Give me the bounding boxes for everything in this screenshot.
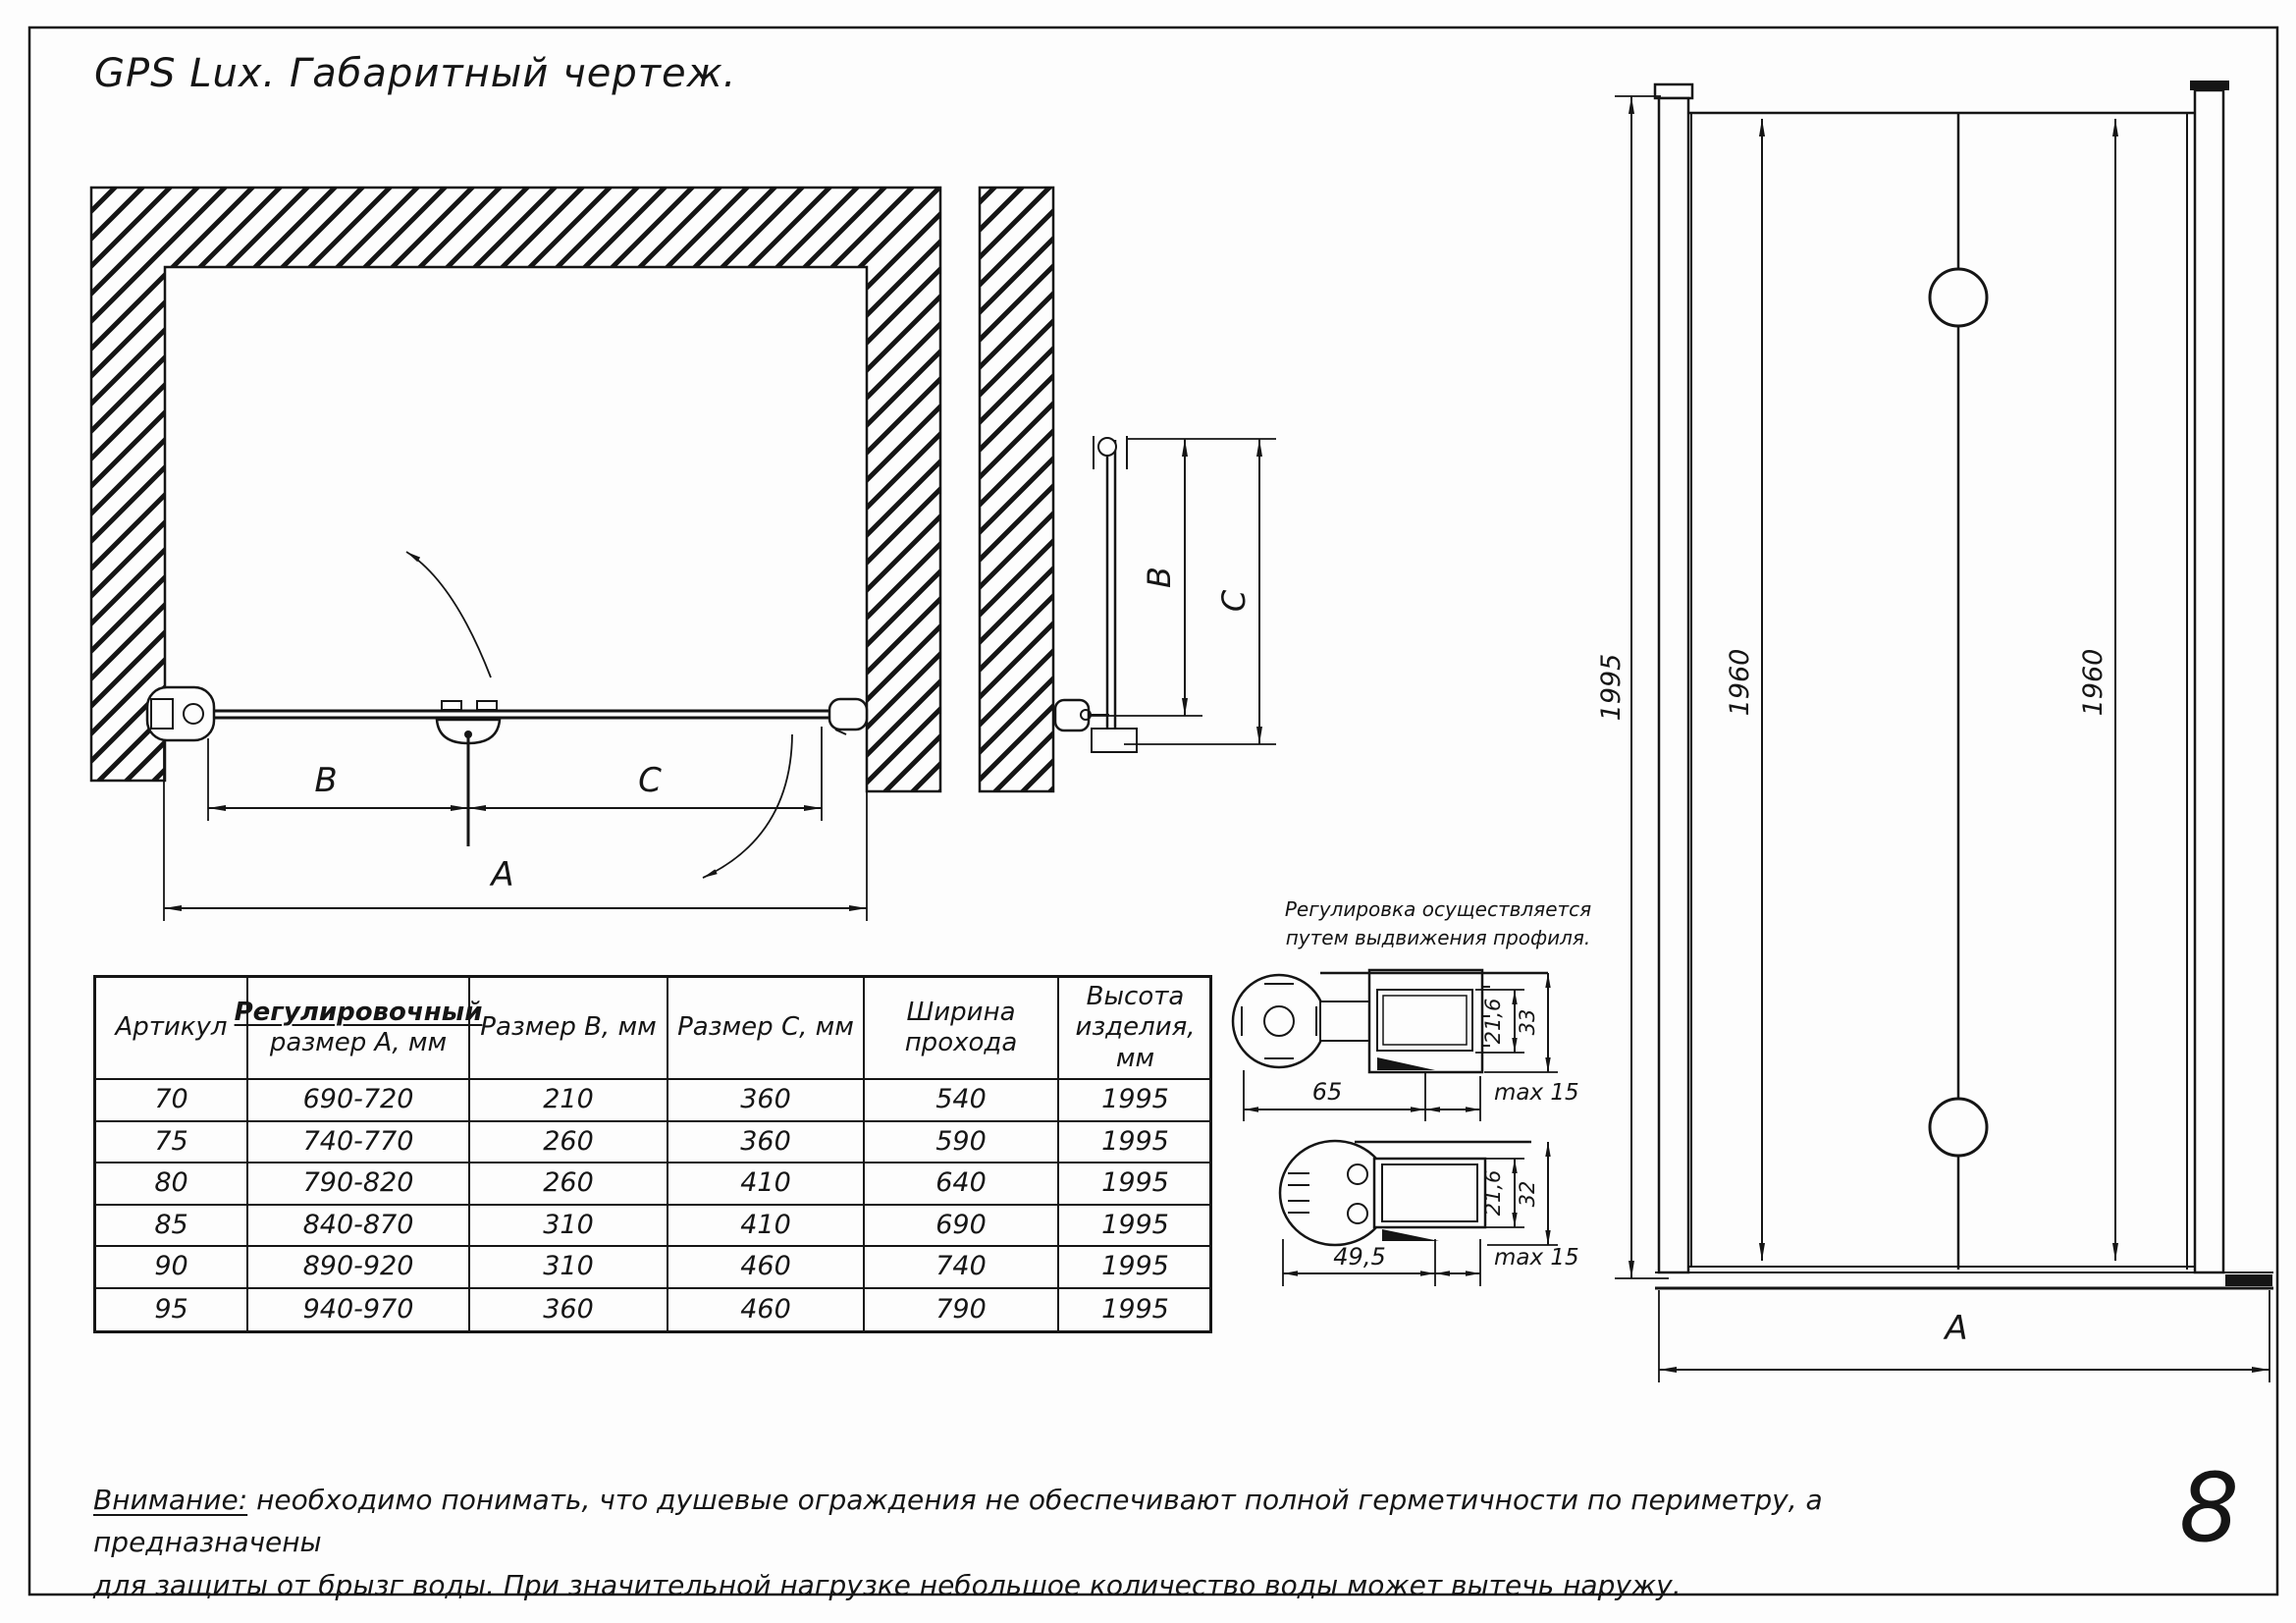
svg-text:21,6: 21,6 [1481, 998, 1505, 1045]
table-cell: 940-970 [248, 1289, 470, 1331]
front-dim-1960-left [1725, 119, 1762, 1261]
plan-fold-hinge [437, 701, 500, 846]
table-cell: 740-770 [248, 1122, 470, 1164]
svg-text:C: C [638, 761, 662, 800]
profile-top-dim-max15 [1425, 1076, 1579, 1121]
plan-right-bracket [829, 699, 867, 734]
wall-hatch-side [980, 188, 1053, 791]
svg-text:65: 65 [1311, 1078, 1343, 1106]
table-cell: 70 [96, 1080, 248, 1122]
plan-dim-B [208, 738, 468, 821]
table-cell: 260 [470, 1122, 668, 1164]
table-cell: 310 [470, 1247, 668, 1289]
svg-text:21,6: 21,6 [1481, 1169, 1505, 1217]
table-cell: 210 [470, 1080, 668, 1122]
table-cell: 360 [470, 1289, 668, 1331]
table-cell: 790 [865, 1289, 1059, 1331]
table-cell: 90 [96, 1247, 248, 1289]
table-cell: 590 [865, 1122, 1059, 1164]
front-dim-1960-right [2078, 119, 2115, 1261]
table-cell: 310 [470, 1206, 668, 1248]
table-cell: 410 [668, 1206, 865, 1248]
warning-text [93, 1479, 2037, 1606]
side-view [1055, 436, 1276, 752]
profile-detail-bottom [1280, 1141, 1579, 1286]
svg-text:1995: 1995 [1596, 653, 1627, 722]
svg-text:B: B [1141, 567, 1178, 588]
table-header-article: Артикул [96, 978, 248, 1080]
table-cell: 790-820 [248, 1163, 470, 1206]
table-cell: 540 [865, 1080, 1059, 1122]
adjustment-note-line2: путем выдвижения профиля. [1285, 926, 1591, 949]
profile-bottom-dim-max15 [1435, 1239, 1579, 1286]
table-cell: 460 [668, 1289, 865, 1331]
svg-text:49,5: 49,5 [1333, 1243, 1386, 1271]
table-cell: 360 [668, 1122, 865, 1164]
table-cell: 1995 [1059, 1080, 1211, 1122]
table-cell: 75 [96, 1122, 248, 1164]
side-dim-C [1124, 439, 1276, 744]
adjustment-note-line1: Регулировка осуществляется [1284, 897, 1592, 921]
table-cell: 690-720 [248, 1080, 470, 1122]
front-glass-panels [1688, 113, 2223, 1270]
plan-glass-door [211, 711, 829, 718]
front-dim-A [1659, 1290, 2269, 1382]
table-cell: 1995 [1059, 1206, 1211, 1248]
swing-arc-upper [406, 552, 491, 677]
plan-view [91, 188, 1053, 921]
table-cell: 95 [96, 1289, 248, 1331]
front-view [1596, 81, 2273, 1382]
svg-text:A: A [491, 855, 514, 894]
side-door-panel [1092, 436, 1137, 752]
table-cell: 740 [865, 1247, 1059, 1289]
warning-prefix: Внимание: [93, 1484, 248, 1516]
warning-line2: для защиты от брызг воды. При значительной нагрузке небольшое количество воды может вытечь наружу. [93, 1568, 1682, 1601]
svg-text:B: B [314, 761, 338, 800]
table-header-size-c: Размер С, мм [668, 978, 865, 1080]
table-cell: 360 [668, 1080, 865, 1122]
table-cell: 690 [865, 1206, 1059, 1248]
table-header-size-b: Размер В, мм [470, 978, 668, 1080]
svg-text:C: C [1215, 589, 1253, 613]
drawing-title: GPS Lux. Габаритный чертеж. [94, 51, 737, 96]
swing-arc-lower [703, 734, 792, 878]
profile-detail-top [1233, 970, 1579, 1121]
table-cell: 80 [96, 1163, 248, 1206]
page-number: 8 [2179, 1453, 2240, 1563]
fold-hinge-knob-top [1930, 269, 1987, 326]
table-cell: 840-870 [248, 1206, 470, 1248]
plan-left-hinge [147, 687, 214, 740]
profile-bottom-dim-495 [1283, 1239, 1435, 1286]
table-cell: 460 [668, 1247, 865, 1289]
side-dim-B [1090, 439, 1276, 716]
table-cell: 85 [96, 1206, 248, 1248]
table-cell: 890-920 [248, 1247, 470, 1289]
table-cell: 410 [668, 1163, 865, 1206]
spec-table [93, 975, 1212, 1333]
table-cell: 1995 [1059, 1163, 1211, 1206]
warning-line1: необходимо понимать, что душевые ограждения не обеспечивают полной герметичности по периметру, а предназначены [93, 1484, 1823, 1559]
table-cell: 1995 [1059, 1247, 1211, 1289]
svg-text:max 15: max 15 [1494, 1080, 1579, 1106]
table-cell: 640 [865, 1163, 1059, 1206]
svg-text:32: 32 [1516, 1180, 1539, 1208]
svg-text:A: A [1945, 1309, 1968, 1348]
profile-top-dim-65 [1244, 1070, 1425, 1121]
table-header-pass-width: Ширина прохода [865, 978, 1059, 1080]
front-left-profile [1655, 84, 1692, 1272]
svg-text:max 15: max 15 [1494, 1245, 1579, 1271]
plan-dim-C [468, 727, 822, 821]
table-header-size-a: Регулировочный размер А, мм [248, 978, 470, 1080]
front-right-profile [2190, 81, 2229, 1272]
table-cell: 260 [470, 1163, 668, 1206]
svg-text:33: 33 [1516, 1008, 1539, 1036]
svg-text:1960: 1960 [1725, 648, 1755, 717]
adjustment-note [1266, 895, 1610, 952]
table-cell: 1995 [1101, 1293, 1169, 1325]
front-bottom-sill [1655, 1272, 2273, 1288]
table-cell: 1995 [1059, 1122, 1211, 1164]
table-header-height: Высота изделия, мм [1059, 978, 1211, 1080]
wall-hatch-plan [91, 188, 940, 791]
svg-text:1960: 1960 [2078, 648, 2109, 717]
fold-hinge-knob-bottom [1930, 1099, 1987, 1156]
